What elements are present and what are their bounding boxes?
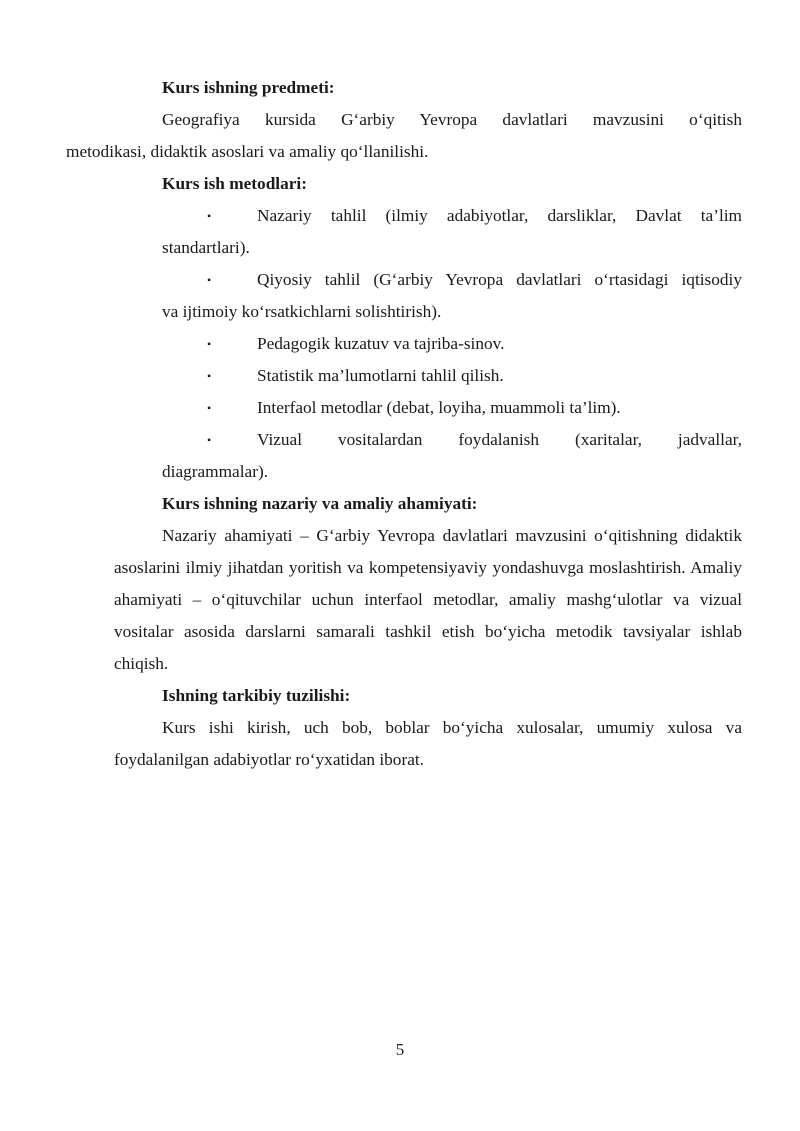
list-item-text: • Qiyosiy tahlil (G‘arbiy Yevropa davlatlari o‘rtasidagi iqtisodiy [162,264,742,296]
methods-heading: Kurs ish metodlari: [162,174,307,193]
page-number: 5 [395,1040,405,1059]
bullet-icon: • [207,337,212,351]
bullet-icon: • [207,401,212,415]
structure-paragraph: Kurs ishi kirish, uch bob, boblar bo‘yicha xulosalar, umumiy xulosa va foydalanilgan adabiyotlar ro‘yxatidan iborat. [114,718,742,769]
bullet-icon: • [207,369,212,383]
methods-list [114,200,742,488]
significance-heading: Kurs ishning nazariy va amaliy ahamiyati: [162,494,478,513]
bullet-icon: • [207,209,212,223]
list-item [162,392,742,424]
list-item [162,360,742,392]
structure-heading: Ishning tarkibiy tuzilishi: [162,686,351,705]
list-item-text: • Interfaol metodlar (debat, loyiha, muammoli ta’lim). [162,392,742,424]
significance-paragraph: Nazariy ahamiyati – G‘arbiy Yevropa davlatlari mavzusini o‘qitishning didaktik asoslarini ilmiy jihatdan yoritish va kompetensiyaviy yondashuvga moslashtirish. Amaliy ahamiyati – o‘qituvchilar uchun interfaol metodlar, amaliy mashg‘ulotlar va vizual vositalar asosida darslarni samarali tashkil etish bo‘yicha metodik tavsiyalar ishlab chiqish. [114,526,742,673]
list-item-continuation: standartlari). [162,238,250,257]
list-item-continuation: diagrammalar). [162,462,269,481]
list-item [162,424,742,488]
list-item [162,328,742,360]
list-item-continuation: va ijtimoiy ko‘rsatkichlarni solishtirish). [162,302,442,321]
list-item-text: • Statistik ma’lumotlarni tahlil qilish. [162,360,742,392]
subject-line-1: Geografiya kursida G‘arbiy Yevropa davlatlari mavzusini o‘qitish [162,110,742,129]
list-item-text: • Pedagogik kuzatuv va tajriba-sinov. [162,328,742,360]
document-page [66,72,742,776]
subject-heading: Kurs ishning predmeti: [162,78,335,97]
bullet-icon: • [207,273,212,287]
subject-paragraph [66,104,742,168]
list-item-text: • Vizual vositalardan foydalanish (xaritalar, jadvallar, [162,424,742,456]
list-item-text: • Nazariy tahlil (ilmiy adabiyotlar, darsliklar, Davlat ta’lim [162,200,742,232]
list-item [162,200,742,264]
bullet-icon: • [207,433,212,447]
subject-line-2: metodikasi, didaktik asoslari va amaliy qo‘llanilishi. [66,142,429,161]
list-item [162,264,742,328]
